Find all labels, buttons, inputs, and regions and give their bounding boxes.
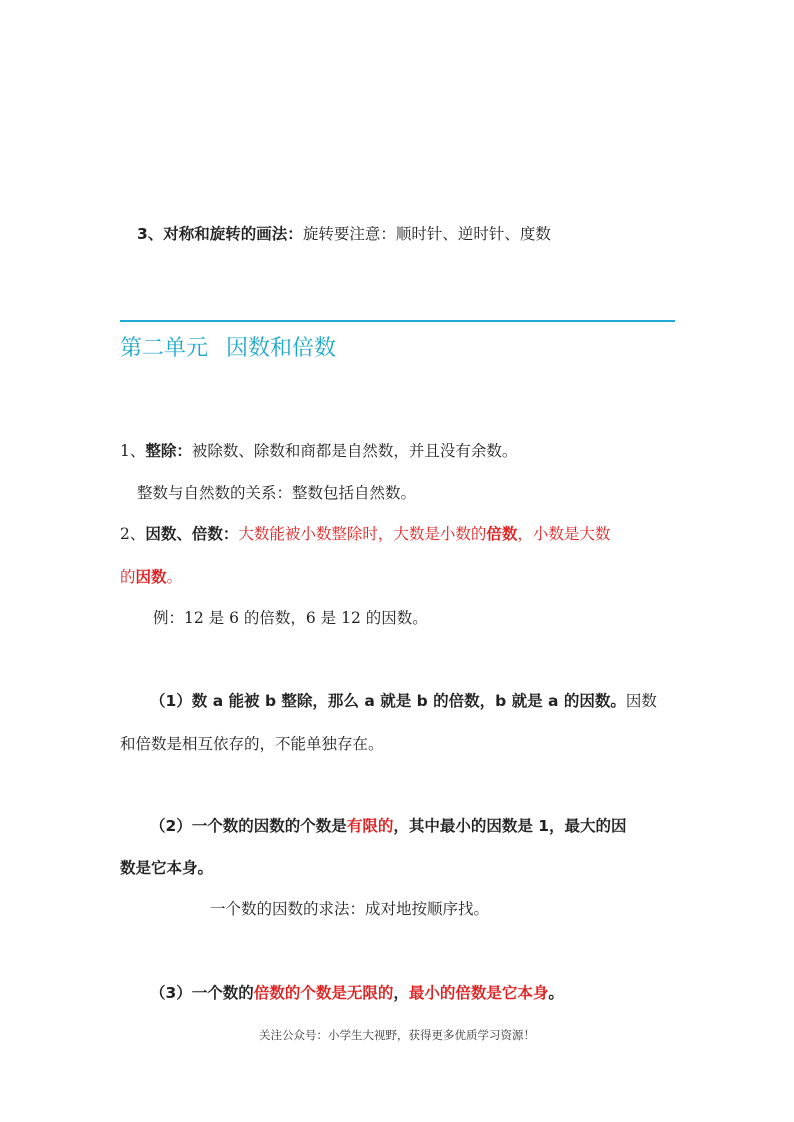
- item2-def-c: ，小数是大数: [517, 525, 611, 543]
- item2-example: 例：12 是 6 的倍数，6 是 12 的因数。: [153, 609, 428, 627]
- point3-line: [150, 982, 564, 1004]
- item1-number: 1、: [120, 442, 146, 460]
- point1-line: [150, 690, 657, 712]
- point2-line: [150, 815, 627, 837]
- point2-c: ，其中最小的因数是 1，最大的因: [393, 817, 627, 835]
- item1-term: 整除：: [145, 442, 192, 460]
- point2-line2: 数是它本身。: [120, 859, 214, 877]
- unit-title: 因数和倍数: [226, 336, 337, 361]
- item2-def-f: 。: [166, 568, 183, 586]
- section3-title: 对称和旋转的画法：: [163, 225, 303, 243]
- section3-number: 3、: [137, 225, 164, 243]
- section3-line: [137, 223, 551, 245]
- unit-name: 第二单元: [120, 336, 209, 361]
- footer-note: 关注公众号：小学生大视野，获得更多优质学习资源！: [259, 1028, 535, 1042]
- item2-def-multiple: 倍数: [486, 525, 518, 543]
- section3-text: 旋转要注意：顺时针、逆时针、度数: [302, 225, 551, 243]
- item1-line: [120, 440, 517, 462]
- point3-smallest: 最小的倍数是它本身: [408, 984, 549, 1002]
- item1-definition: 被除数、除数和商都是自然数，并且没有余数。: [191, 442, 518, 460]
- item2-line: [120, 523, 610, 545]
- point2-method: 一个数的因数的求法：成对地按顺序找。: [210, 900, 490, 918]
- item2-line2: [120, 566, 182, 588]
- point3-infinite: 倍数的个数是无限的: [253, 984, 394, 1002]
- point2-a: 一个数的因数的个数是: [191, 817, 347, 835]
- item2-def-d: 的: [120, 568, 136, 586]
- item2-number: 2、: [120, 525, 146, 543]
- point1-label: （1）: [150, 692, 192, 710]
- point3-e: 。: [548, 984, 564, 1002]
- unit-divider: [120, 320, 675, 322]
- point1-line2: 和倍数是相互依存的，不能单独存在。: [120, 735, 384, 753]
- point1-bold: 数 a 能被 b 整除，那么 a 就是 b 的倍数，b 就是 a 的因数。: [191, 692, 626, 710]
- point3-label: （3）: [150, 984, 192, 1002]
- point3-a: 一个数的: [191, 984, 254, 1002]
- point1-text-a: 因数: [625, 692, 657, 710]
- item2-def-a: 大数能被小数整除时，大数是小数的: [238, 525, 487, 543]
- point2-label: （2）: [150, 817, 192, 835]
- point3-c: ，: [393, 984, 409, 1002]
- point2-limited: 有限的: [346, 817, 394, 835]
- item2-term: 因数、倍数：: [145, 525, 239, 543]
- item2-def-factor: 因数: [135, 568, 167, 586]
- unit-heading: [120, 334, 336, 364]
- item1-relation: 整数与自然数的关系：整数包括自然数。: [137, 484, 417, 502]
